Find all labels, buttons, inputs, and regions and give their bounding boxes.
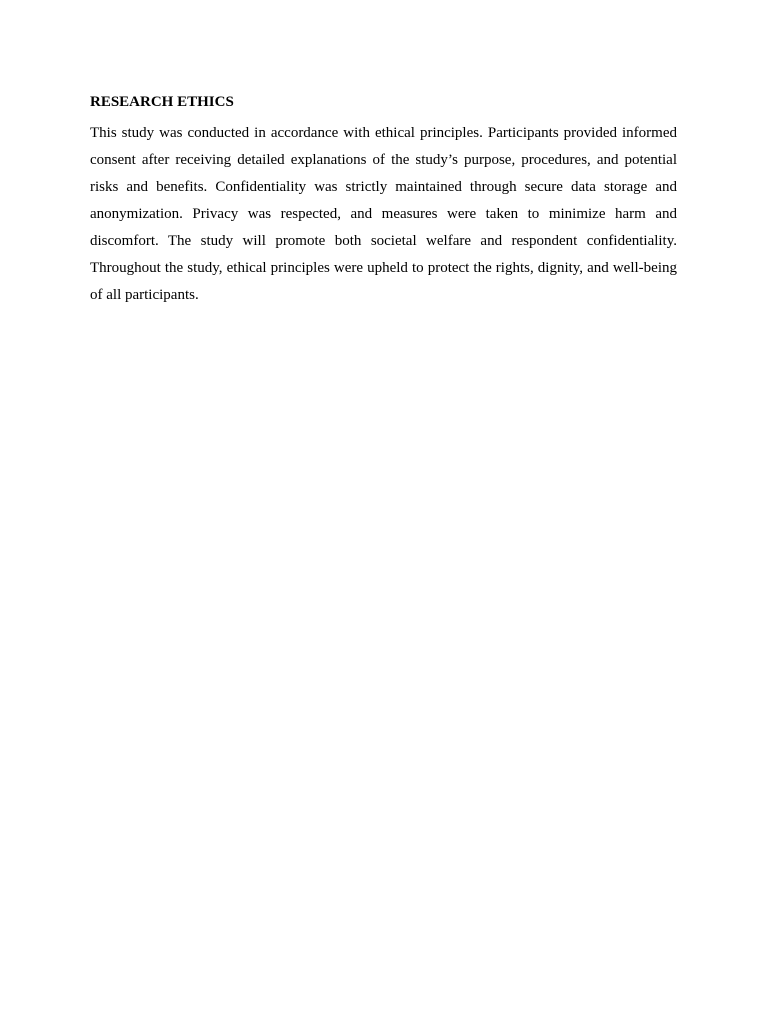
- body-paragraph: This study was conducted in accordance with ethical principles. Participants provided informed consent after receiving detailed explanations of the study’s purpose, procedures, and potential risks and benefits. Confidentiality was strictly maintained through secure data storage and anonymization. Privacy was respected, and measures were taken to minimize harm and discomfort. The study will promote both societal welfare and respondent confidentiality. Throughout the study, ethical principles were upheld to protect the rights, dignity, and well-being of all participants.: [90, 125, 677, 303]
- section-heading: RESEARCH ETHICS: [90, 94, 234, 110]
- document-body: [90, 92, 677, 309]
